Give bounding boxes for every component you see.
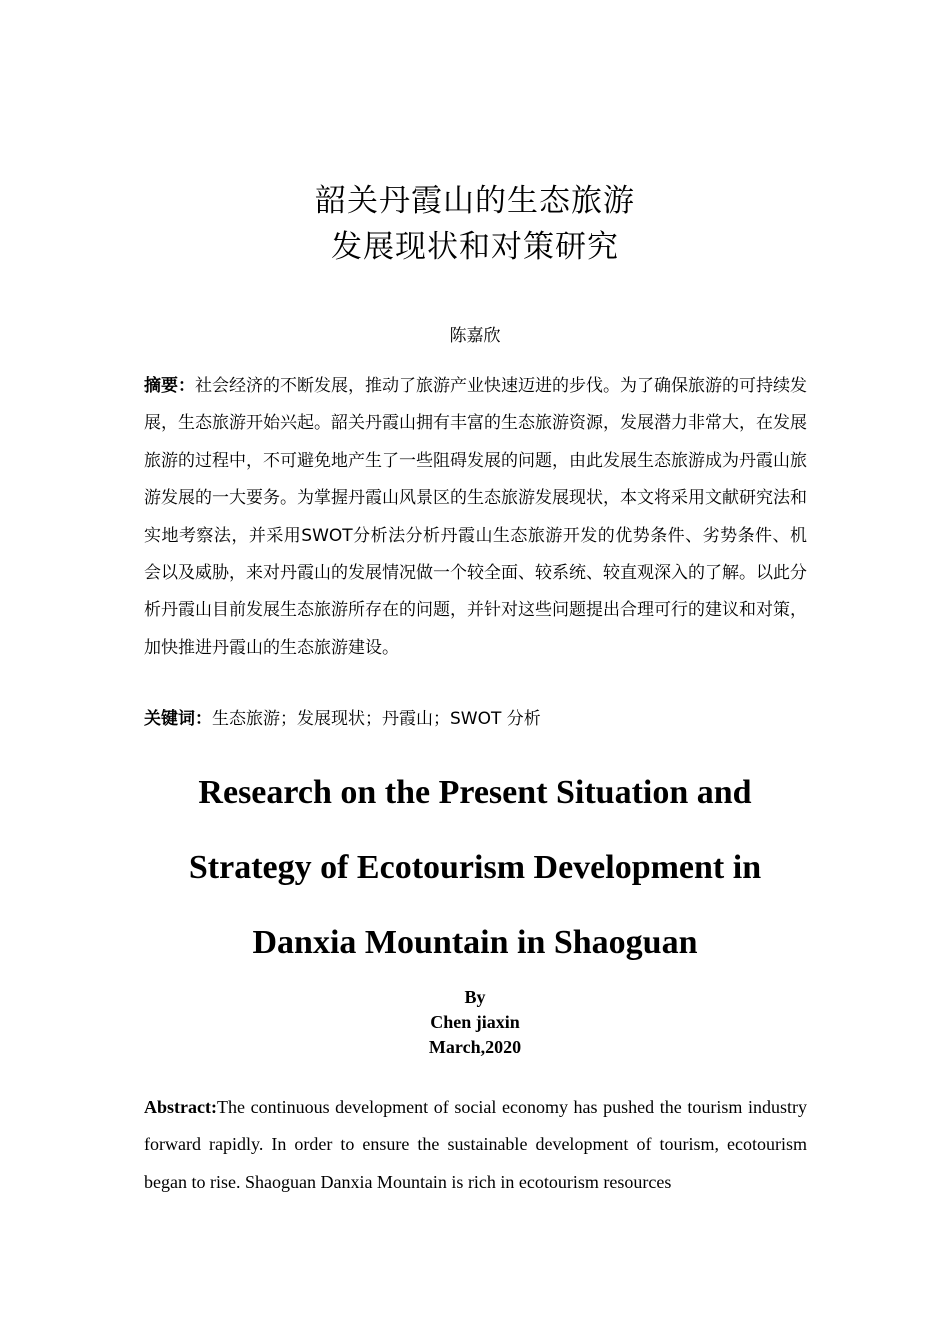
chinese-keywords	[144, 705, 807, 733]
chinese-abstract	[144, 368, 807, 667]
english-title	[100, 755, 850, 980]
chinese-author: 陈嘉欣	[449, 326, 501, 346]
chinese-title	[0, 178, 950, 270]
english-abstract	[144, 1089, 807, 1201]
chinese-title-line-2: 发展现状和对策研究	[331, 229, 619, 265]
chinese-keywords-label: 关键词：	[144, 709, 212, 729]
byline-by: By	[464, 987, 486, 1007]
english-title-line-1: Research on the Present Situation and	[198, 774, 752, 811]
english-date: March,2020	[428, 1037, 522, 1057]
english-author: Chen jiaxin	[430, 1012, 520, 1032]
chinese-abstract-text: 社会经济的不断发展，推动了旅游产业快速迈进的步伐。为了确保旅游的可持续发展，生态旅游开始兴起。韶关丹霞山拥有丰富的生态旅游资源，发展潜力非常大，在发展旅游的过程中，不可避免地产生了一些阻碍发展的问题，由此发展生态旅游成为丹霞山旅游发展的一大要务。为掌握丹霞山风景区的生态旅游发展现状，本文将采用文献研究法和实地考察法，并采用SWOT分析法分析丹霞山生态旅游开发的优势条件、劣势条件、机会以及威胁，来对丹霞山的发展情况做一个较全面、较系统、较直观深入的了解。以此分析丹霞山目前发展生态旅游所存在的问题，并针对这些问题提出合理可行的建议和对策，加快推进丹霞山的生态旅游建设。	[144, 376, 807, 658]
english-title-line-3: Danxia Mountain in Shaoguan	[252, 924, 698, 961]
english-abstract-text: The continuous development of social economy has pushed the tourism industry forward rapidly. In order to ensure the sustainable development of tourism, ecotourism began to rise. Shaoguan Danxia Mountain is rich in ecotourism resources	[144, 1097, 807, 1192]
english-abstract-label: Abstract:	[144, 1097, 217, 1117]
chinese-abstract-label: 摘要：	[144, 376, 195, 396]
chinese-title-line-1: 韶关丹霞山的生态旅游	[315, 183, 635, 219]
english-byline	[0, 985, 950, 1060]
english-title-line-2: Strategy of Ecotourism Development in	[188, 849, 762, 886]
chinese-keywords-text: 生态旅游；发展现状；丹霞山；SWOT 分析	[212, 709, 541, 729]
